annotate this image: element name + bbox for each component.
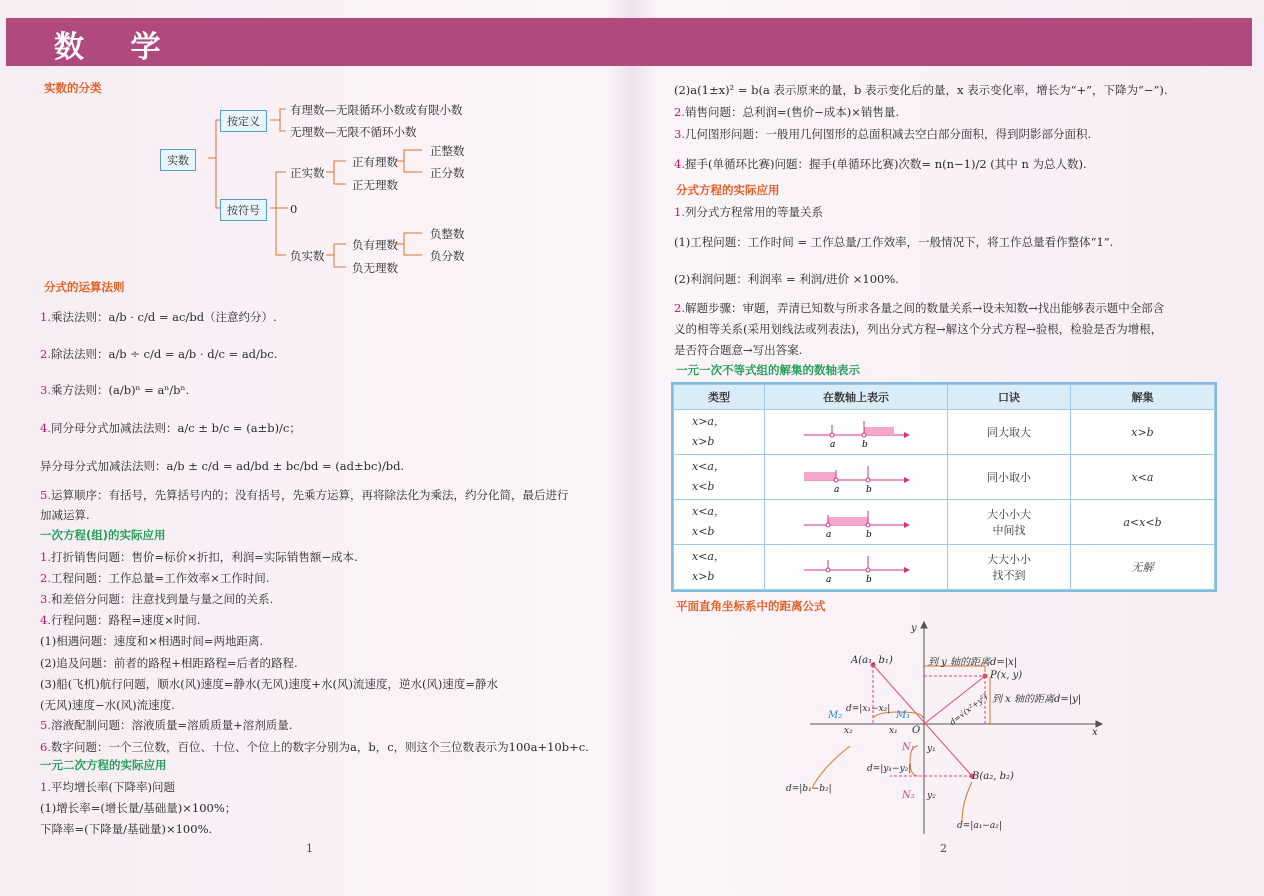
fraction-eq-app-number: 2.	[674, 301, 685, 315]
tick-a: a	[826, 529, 832, 539]
fraction-eq-app-text: 解题步骤：审题，弄清已知数与所求各量之间的数量关系→设未知数→找出能够表示题中全部含	[684, 301, 1165, 315]
fraction-rule-line	[40, 420, 301, 436]
page-number-2: 2	[940, 842, 947, 855]
section-inequality-table: 一元一次不等式组的解集的数轴表示	[676, 363, 860, 377]
fraction-eq-app-line	[674, 234, 1113, 250]
growth-app-line	[674, 156, 1087, 172]
n2-label: N₂	[902, 790, 915, 801]
fraction-eq-app-line	[674, 342, 802, 358]
mnemonic-cell	[948, 455, 1071, 500]
linear-app-number: 2.	[40, 571, 51, 585]
mnemonic-line-2: 找不到	[992, 569, 1026, 582]
node-by-definition: 按定义	[220, 110, 267, 132]
quadratic-app-text: 平均增长率(下降率)问题	[50, 780, 175, 794]
fraction-rule-line	[40, 309, 277, 325]
growth-app-line	[674, 126, 1091, 142]
solution-cell: x>b	[1071, 410, 1215, 455]
section-linear-apps: 一次方程(组)的实际应用	[40, 528, 166, 542]
growth-app-number: 4.	[674, 157, 685, 171]
node-negative-irrational: 负无理数	[352, 261, 398, 275]
fraction-rule-text: 乘方法则：(a/b)ⁿ = aⁿ/bⁿ.	[50, 383, 190, 397]
growth-app-text: (2)a(1±x)² = b(a 表示原来的量，b 表示变化后的量，x 表示变化率，增长为“+”，下降为“−”).	[674, 83, 1168, 97]
x2-label: x₂	[844, 726, 853, 736]
system-cell	[674, 455, 765, 500]
fraction-rule-line	[40, 458, 404, 474]
col-type: 类型	[674, 385, 765, 410]
y2-label: y₂	[927, 791, 936, 801]
linear-app-line	[40, 570, 269, 586]
fraction-eq-app-text: (1)工程问题：工作时间 = 工作总量/工作效率，一般情况下，将工作总量看作整体“1”.	[674, 235, 1114, 249]
node-by-sign: 按符号	[220, 199, 267, 221]
linear-app-number: 4.	[40, 613, 51, 627]
quadratic-app-line	[40, 779, 175, 795]
header-banner	[6, 18, 1252, 66]
node-rational: 有理数—无限循环小数或有限小数	[290, 103, 463, 117]
fraction-rule-text: 加减运算.	[40, 508, 90, 522]
node-negative-rational: 负有理数	[352, 238, 398, 252]
mnemonic-cell	[948, 410, 1071, 455]
growth-app-number: 2.	[674, 105, 685, 119]
node-positive-fraction: 正分数	[430, 166, 465, 180]
fraction-rule-line	[40, 346, 277, 362]
linear-app-line	[40, 633, 263, 649]
mnemonic-line-1: 同小取小	[987, 471, 1031, 484]
node-negative-real: 负实数	[290, 249, 325, 263]
x-axis-label: x	[1092, 727, 1098, 738]
quadratic-app-text: (1)增长率=(增长量/基础量)×100%；	[40, 801, 237, 815]
numberline-cell	[765, 500, 948, 545]
fraction-eq-app-text: (2)利润问题：利润率 = 利润/进价 ×100%.	[674, 272, 899, 286]
node-positive-irrational: 正无理数	[352, 178, 398, 192]
tick-a: a	[826, 574, 832, 584]
linear-app-text: 数字问题：一个三位数，百位、十位、个位上的数字分别为a，b，c，则这个三位数表示为100a+10b+c.	[50, 740, 589, 754]
section-fraction-rules: 分式的运算法则	[44, 280, 125, 294]
system-cell	[674, 545, 765, 590]
system-line-1: x<a，	[692, 550, 725, 563]
fraction-rule-line	[40, 507, 90, 523]
dist-b-label: d=|b₁−b₂|	[786, 784, 832, 794]
linear-app-line	[40, 697, 175, 713]
growth-app-line	[674, 104, 899, 120]
inequality-table	[673, 384, 1215, 590]
y1-label: y₁	[927, 744, 936, 754]
fraction-rule-line	[40, 382, 189, 398]
origin-label: O	[912, 725, 921, 736]
numberline-cell	[765, 410, 948, 455]
table-row	[674, 500, 1215, 545]
x1-label: x₁	[889, 726, 898, 736]
linear-app-number: 5.	[40, 718, 51, 732]
dist-a-label: d=|a₁−a₂|	[957, 821, 1002, 831]
fraction-rule-text: 运算顺序：有括号，先算括号内的；没有括号，先乘方运算，再将除法化为乘法，约分化简，最后进行	[50, 488, 569, 502]
fraction-rule-text: 除法法则：a/b ÷ c/d = a/b · d/c = ad/bc.	[50, 347, 278, 361]
linear-app-text: 和差倍分问题：注意找到量与量之间的关系.	[50, 592, 274, 606]
linear-app-text: (1)相遇问题：速度和×相遇时间=两地距离.	[40, 634, 264, 648]
system-cell	[674, 410, 765, 455]
table-row	[674, 545, 1215, 590]
node-negative-integer: 负整数	[430, 227, 465, 241]
linear-app-line	[40, 612, 200, 628]
linear-app-text: 工程问题：工作总量=工作效率×工作时间.	[50, 571, 270, 585]
dist-y-label: d=|y₁−y₂|	[867, 764, 912, 774]
system-line-1: x<a，	[692, 460, 725, 473]
number-line	[800, 503, 912, 539]
numberline-cell	[765, 455, 948, 500]
fraction-rule-number: 1.	[40, 310, 51, 324]
mnemonic-line-1: 大大小小	[987, 553, 1031, 566]
node-positive-real: 正实数	[290, 166, 325, 180]
page-number-1: 1	[306, 842, 313, 855]
quadratic-app-line	[40, 821, 212, 837]
m2-label: M₂	[828, 710, 843, 721]
quadratic-app-text: 下降率=(下降量/基础量)×100%.	[40, 822, 213, 836]
mnemonic-line-1: 同大取大	[987, 426, 1031, 439]
linear-app-line	[40, 739, 589, 755]
linear-app-line	[40, 591, 273, 607]
number-line	[800, 458, 912, 494]
growth-app-line	[674, 82, 1168, 98]
linear-app-line	[40, 717, 292, 733]
quadratic-app-line	[40, 800, 236, 816]
numberline-cell	[765, 545, 948, 590]
linear-app-text: 打折销售问题：售价=标价×折扣，利润=实际销售额−成本.	[50, 550, 358, 564]
linear-app-text: (2)追及问题：前者的路程+相距路程=后者的路程.	[40, 656, 298, 670]
node-positive-integer: 正整数	[430, 144, 465, 158]
tick-b: b	[866, 529, 872, 539]
dist-x-label: d=|x₁−x₂|	[846, 704, 891, 714]
section-distance-formula: 平面直角坐标系中的距离公式	[676, 599, 826, 613]
quadratic-app-number: 1.	[40, 780, 51, 794]
tick-b: b	[862, 439, 868, 449]
fraction-rule-number: 5.	[40, 488, 51, 502]
mnemonic-cell	[948, 545, 1071, 590]
fraction-rule-line	[40, 487, 568, 503]
col-mnemonic: 口诀	[948, 385, 1071, 410]
linear-app-text: (3)船(飞机)航行问题，顺水(风)速度=静水(无风)速度+水(风)流速度，逆水(风)速度=静水	[40, 677, 499, 691]
linear-app-text: 行程问题：路程=速度×时间.	[50, 613, 201, 627]
node-positive-rational: 正有理数	[352, 155, 398, 169]
node-negative-fraction: 负分数	[430, 249, 465, 263]
tick-b: b	[866, 484, 872, 494]
subject-title: 数 学	[54, 30, 179, 65]
node-zero: 0	[290, 202, 298, 216]
system-line-2: x>b	[692, 570, 715, 583]
point-a-label: A(a₁, b₁)	[851, 655, 893, 666]
m1-label: M₁	[896, 710, 911, 721]
linear-app-number: 6.	[40, 740, 51, 754]
col-numberline: 在数轴上表示	[765, 385, 948, 410]
fraction-rule-text: 异分母分式加减法法则：a/b ± c/d = ad/bd ± bc/bd = (ad±bc)/bd.	[40, 459, 405, 473]
y-axis-label: y	[911, 623, 917, 634]
fraction-rule-number: 2.	[40, 347, 51, 361]
mnemonic-cell	[948, 500, 1071, 545]
linear-app-number: 3.	[40, 592, 51, 606]
col-solution: 解集	[1071, 385, 1215, 410]
system-cell	[674, 500, 765, 545]
table-row	[674, 410, 1215, 455]
dist-origin-label: d=√(x²+y²)	[948, 692, 990, 727]
fraction-eq-app-line	[674, 321, 1162, 337]
mnemonic-line-1: 大小小大	[987, 508, 1031, 521]
dist-to-x-label: 到 x 轴的距离d=|y|	[992, 694, 1082, 705]
fraction-eq-app-line	[674, 271, 899, 287]
solution-cell: x<a	[1071, 455, 1215, 500]
point-p-label: P(x, y)	[990, 670, 1023, 681]
node-real: 实数	[160, 149, 196, 171]
fraction-eq-app-text: 是否符合题意→写出答案.	[674, 343, 803, 357]
mnemonic-line-2: 中间找	[992, 524, 1026, 537]
tick-a: a	[834, 484, 840, 494]
system-line-2: x<b	[692, 525, 715, 538]
number-line	[800, 548, 912, 584]
fraction-eq-app-text: 列分式方程常用的等量关系	[684, 205, 823, 219]
point-b-label: B(a₂, b₂)	[972, 771, 1014, 782]
fraction-eq-app-line	[674, 300, 1164, 316]
fraction-rule-number: 4.	[40, 421, 51, 435]
system-line-1: x<a，	[692, 505, 725, 518]
fraction-rule-number: 3.	[40, 383, 51, 397]
linear-app-text: 溶液配制问题：溶液质量=溶质质量+溶剂质量.	[50, 718, 293, 732]
linear-app-line	[40, 676, 498, 692]
growth-app-text: 销售问题：总利润=(售价−成本)×销售量.	[684, 105, 900, 119]
section-quadratic-apps: 一元二次方程的实际应用	[40, 758, 167, 772]
fraction-rule-text: 乘法法则：a/b · c/d = ac/bd（注意约分）.	[50, 310, 277, 324]
tick-a: a	[830, 439, 836, 449]
section-fraction-eq-apps: 分式方程的实际应用	[676, 183, 780, 197]
fraction-eq-app-number: 1.	[674, 205, 685, 219]
dist-to-y-label: 到 y 轴的距离d=|x|	[928, 657, 1018, 668]
table-row	[674, 455, 1215, 500]
n1-label: N₁	[902, 742, 915, 753]
linear-app-line	[40, 549, 358, 565]
section-real-numbers: 实数的分类	[44, 81, 102, 95]
growth-app-number: 3.	[674, 127, 685, 141]
system-line-2: x<b	[692, 480, 715, 493]
node-irrational: 无理数—无限不循环小数	[290, 125, 417, 139]
solution-cell: 无解	[1071, 545, 1215, 590]
linear-app-line	[40, 655, 298, 671]
fraction-eq-app-line	[674, 204, 823, 220]
tick-b: b	[866, 574, 872, 584]
number-line	[800, 413, 912, 449]
growth-app-text: 几何图形问题：一般用几何图形的总面积减去空白部分面积，得到阴影部分面积.	[684, 127, 1092, 141]
linear-app-number: 1.	[40, 550, 51, 564]
solution-cell: a<x<b	[1071, 500, 1215, 545]
growth-app-text: 握手(单循环比赛)问题：握手(单循环比赛)次数= n(n−1)/2 (其中 n 为总人数).	[684, 157, 1087, 171]
system-line-2: x>b	[692, 435, 715, 448]
system-line-1: x>a，	[692, 415, 725, 428]
fraction-eq-app-text: 义的相等关系(采用划线法或列表法)，列出分式方程→解这个分式方程→验根，检验是否为增根，	[674, 322, 1163, 336]
fraction-rule-text: 同分母分式加减法法则：a/c ± b/c = (a±b)/c；	[50, 421, 301, 435]
linear-app-text: (无风)速度−水(风)流速度.	[40, 698, 175, 712]
